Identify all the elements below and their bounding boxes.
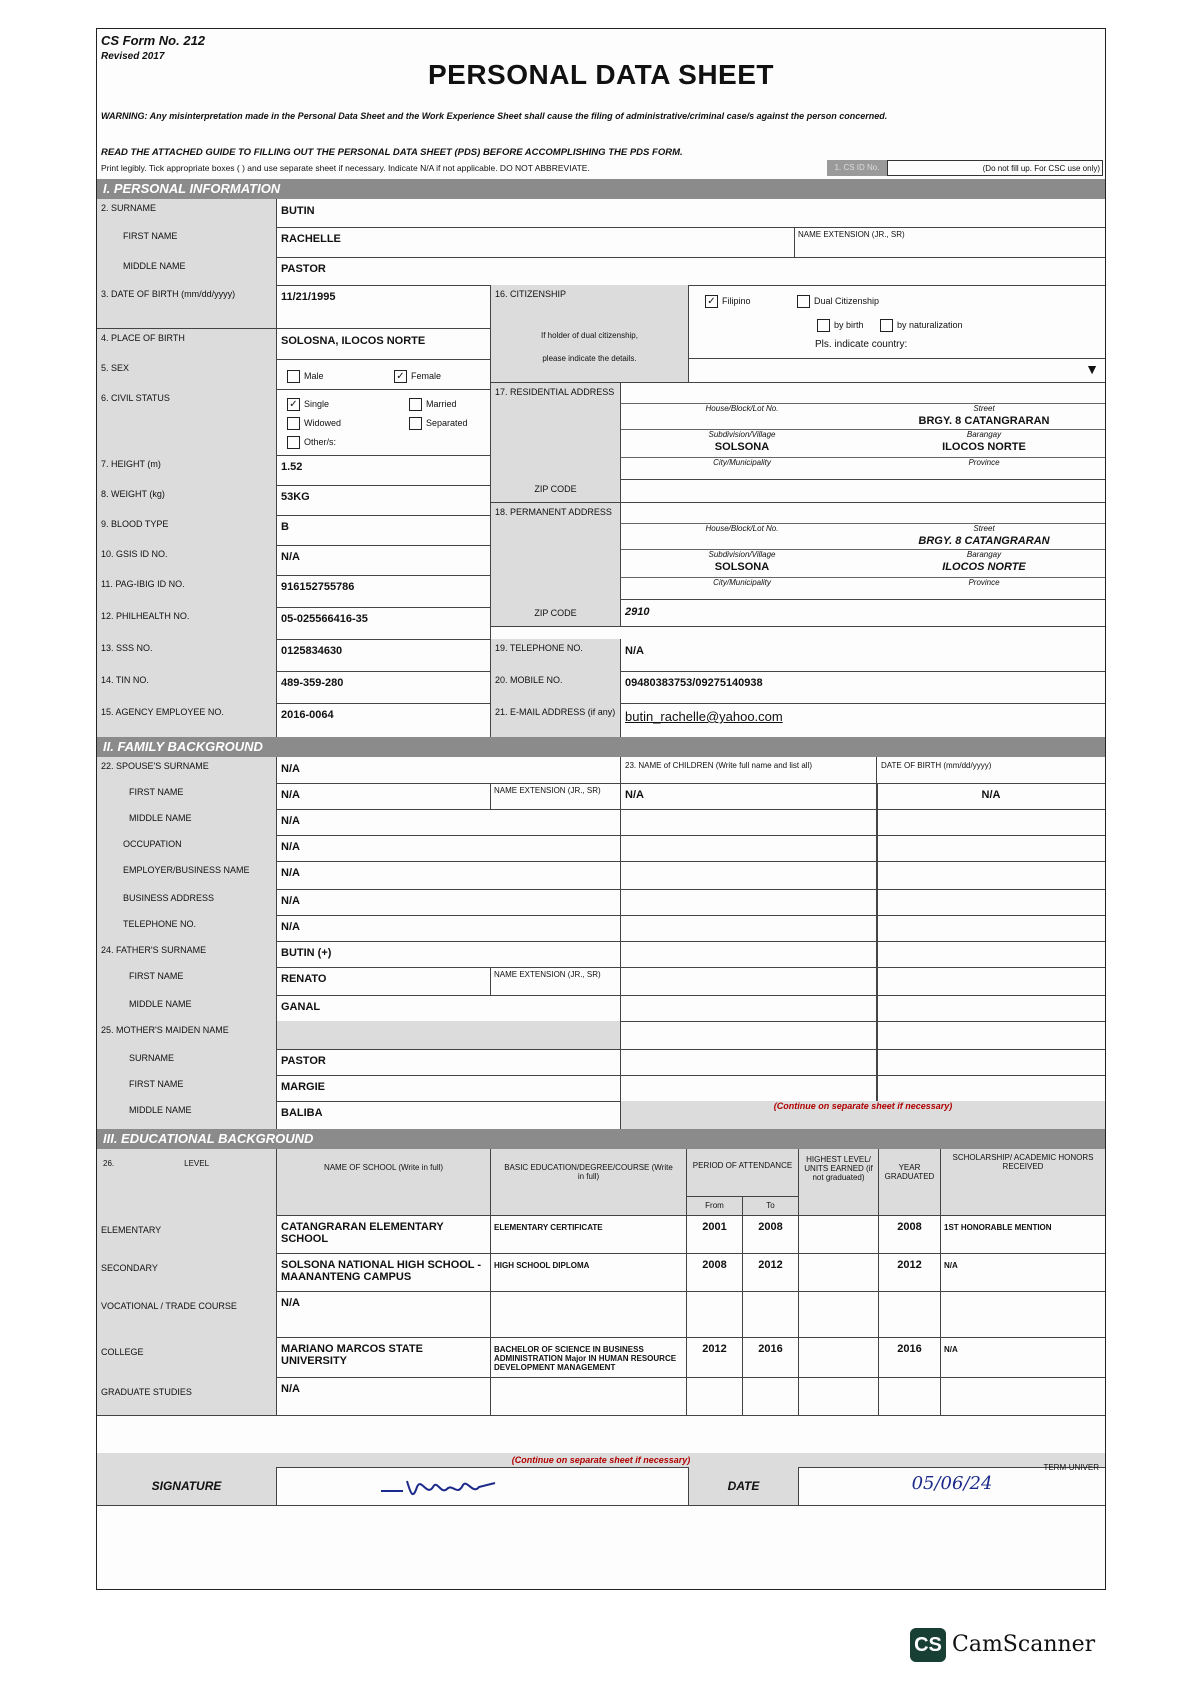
edu-course-cell[interactable]: BACHELOR OF SCIENCE IN BUSINESS ADMINISTRATION Major IN HUMAN RESOURCE DEVELOPMENT MANAGEMENT — [491, 1337, 687, 1377]
perm-barangay-value[interactable]: BRGY. 8 CATANGRARAN — [918, 535, 1050, 547]
res-street-sublabel: Street — [863, 403, 1105, 413]
child-row-9[interactable] — [621, 995, 877, 1021]
citizenship-block — [491, 285, 689, 383]
education-continue-note: (Continue on separate sheet if necessary) — [97, 1453, 1105, 1468]
child-row-6[interactable] — [621, 915, 877, 941]
agency-label: 15. AGENCY EMPLOYEE NO. — [97, 703, 277, 737]
child-name-field[interactable]: N/A — [621, 783, 877, 809]
read-guide-text: READ THE ATTACHED GUIDE TO FILLING OUT THE PERSONAL DATA SHEET (PDS) BEFORE ACCOMPLISHING THE PDS FORM. — [101, 147, 683, 158]
dual-holder-note: If holder of dual citizenship, — [541, 331, 638, 340]
child-row-4[interactable] — [621, 861, 877, 889]
father-middle-label: MIDDLE NAME — [97, 995, 277, 1021]
edu-year-cell[interactable] — [879, 1377, 941, 1415]
spouse-middle-label: MIDDLE NAME — [97, 809, 277, 835]
mother-middle-field[interactable]: BALIBA — [277, 1101, 621, 1129]
weight-label: 8. WEIGHT (kg) — [97, 485, 277, 515]
children-header: 23. NAME of CHILDREN (Write full name and list all) — [621, 757, 877, 783]
perm-street-sublabel: Street — [863, 523, 1105, 533]
perm-city-value[interactable]: SOLSONA — [714, 561, 770, 573]
sss-field[interactable]: 0125834630 — [277, 639, 491, 671]
personal-info-table — [97, 199, 1105, 759]
education-table — [97, 1149, 1105, 1539]
telephone-label: 19. TELEPHONE NO. — [491, 639, 621, 671]
print-note: Print legibly. Tick appropriate boxes ( ) and use separate sheet if necessary. Indicate N/A if not applicable. DO NOT ABBREVIATE. — [101, 163, 590, 173]
mother-middle-label: MIDDLE NAME — [97, 1101, 277, 1129]
father-surname-field[interactable]: BUTIN (+) — [277, 941, 621, 967]
res-barangay-value[interactable]: BRGY. 8 CATANGRARAN — [918, 415, 1050, 427]
father-first-field[interactable]: RENATO — [277, 967, 491, 995]
edu-from-cell[interactable]: 2012 — [687, 1337, 743, 1377]
dual-citizenship-checkbox[interactable] — [797, 295, 810, 308]
child-row-10[interactable] — [621, 1021, 877, 1049]
gsis-field[interactable]: N/A — [277, 545, 491, 575]
blood-type-field[interactable]: B — [277, 515, 491, 545]
edu-from-cell[interactable] — [687, 1377, 743, 1415]
mother-first-label: FIRST NAME — [97, 1075, 277, 1101]
edu-honors-cell[interactable] — [941, 1377, 1105, 1415]
edu-from-cell[interactable] — [687, 1291, 743, 1337]
spouse-surname-label: 22. SPOUSE'S SURNAME — [97, 757, 277, 783]
female-checkbox[interactable]: ✓ — [394, 370, 407, 383]
edu-school-cell[interactable]: CATANGRARAN ELEMENTARY SCHOOL — [277, 1215, 491, 1253]
edu-to-cell[interactable] — [743, 1291, 799, 1337]
mobile-field[interactable]: 09480383753/09275140938 — [625, 677, 763, 689]
dual-citizenship-label: Dual Citizenship — [813, 296, 879, 306]
child-dob-field[interactable]: N/A — [981, 789, 1001, 801]
by-naturalization-checkbox[interactable] — [880, 319, 893, 332]
res-city-sublabel: City/Municipality — [621, 457, 863, 467]
business-telephone-label: TELEPHONE NO. — [97, 915, 277, 941]
edu-honors-header: SCHOLARSHIP/ ACADEMIC HONORS RECEIVED — [952, 1153, 1094, 1171]
edu-from-header: From — [687, 1197, 743, 1215]
surname-field[interactable]: BUTIN — [281, 205, 315, 217]
spouse-first-field[interactable]: N/A — [277, 783, 491, 809]
res-subdiv-sublabel: Subdivision/Village — [621, 429, 863, 439]
child-row-3[interactable] — [621, 835, 877, 861]
pob-field[interactable]: SOLOSNA, ILOCOS NORTE — [277, 329, 491, 359]
sex-label: 5. SEX — [97, 359, 277, 389]
other-label: Other/s: — [304, 437, 337, 447]
family-continue-note: (Continue on separate sheet if necessary) — [621, 1101, 1105, 1129]
perm-zip-label: ZIP CODE — [534, 608, 577, 618]
by-birth-label: by birth — [834, 320, 864, 330]
mother-first-field[interactable]: MARGIE — [277, 1075, 621, 1101]
separated-checkbox[interactable] — [409, 417, 422, 430]
section-family-background: II. FAMILY BACKGROUND — [97, 737, 1105, 757]
by-birth-checkbox[interactable] — [817, 319, 830, 332]
child-dob-header: DATE OF BIRTH (mm/dd/yyyy) — [881, 761, 992, 770]
father-middle-field[interactable]: GANAL — [277, 995, 621, 1021]
edu-level-cell: COLLEGE — [97, 1337, 277, 1377]
widowed-label: Widowed — [304, 418, 342, 428]
filipino-checkbox[interactable]: ✓ — [705, 295, 718, 308]
education-row — [97, 1337, 1105, 1378]
filipino-label: Filipino — [722, 296, 751, 306]
edu-course-header: BASIC EDUCATION/DEGREE/COURSE (Write in full) — [491, 1149, 687, 1215]
dual-details-note: please indicate the details. — [542, 354, 637, 363]
child-row-12[interactable] — [621, 1075, 877, 1101]
education-row — [97, 1291, 1105, 1338]
weight-field[interactable]: 53KG — [277, 485, 491, 515]
res-house-sublabel: House/Block/Lot No. — [621, 403, 863, 413]
signature-scribble — [377, 1469, 517, 1505]
height-label: 7. HEIGHT (m) — [97, 455, 277, 485]
mother-maiden-spacer — [277, 1021, 621, 1049]
form-revision: Revised 2017 — [101, 51, 165, 62]
occupation-label: OCCUPATION — [97, 835, 277, 861]
edu-to-cell[interactable]: 2008 — [743, 1215, 799, 1253]
res-province-value[interactable]: ILOCOS NORTE — [942, 441, 1026, 453]
edu-num-header: 26. — [103, 1159, 115, 1168]
signature-field[interactable] — [277, 1467, 689, 1505]
citizenship-options — [689, 285, 1105, 359]
edu-school-cell[interactable]: N/A — [277, 1291, 491, 1337]
perm-prov-sublabel: Province — [863, 577, 1105, 587]
telephone-field[interactable]: N/A — [625, 645, 644, 657]
education-row — [97, 1215, 1105, 1254]
edu-level-cell: VOCATIONAL / TRADE COURSE — [97, 1291, 277, 1337]
edu-units-cell[interactable] — [799, 1215, 879, 1253]
edu-units-cell[interactable] — [799, 1377, 879, 1415]
country-select[interactable] — [689, 359, 1105, 383]
middle-name-label: MIDDLE NAME — [97, 257, 277, 285]
spouse-ext-field[interactable]: NAME EXTENSION (JR., SR) — [491, 783, 621, 809]
spouse-first-label: FIRST NAME — [97, 783, 277, 809]
edu-from-cell[interactable]: 2008 — [687, 1253, 743, 1291]
education-row — [97, 1253, 1105, 1292]
agency-field[interactable]: 2016-0064 — [277, 703, 491, 737]
edu-period-header: PERIOD OF ATTENDANCE From To — [687, 1149, 799, 1215]
edu-honors-cell[interactable]: 1ST HONORABLE MENTION — [944, 1223, 1052, 1232]
mobile-label: 20. MOBILE NO. — [491, 671, 621, 703]
dob-label: 3. DATE OF BIRTH (mm/dd/yyyy) — [97, 285, 277, 329]
employer-field[interactable]: N/A — [277, 861, 621, 889]
edu-year-header: YEAR GRADUATED — [879, 1149, 941, 1215]
child-row-2[interactable] — [621, 809, 877, 835]
page-code: TERM-UNIVER — [1043, 1463, 1099, 1472]
res-prov-sublabel: Province — [863, 457, 1105, 467]
edu-units-header: HIGHEST LEVEL/ UNITS EARNED (if not graduated) — [799, 1149, 879, 1215]
edu-honors-cell[interactable]: N/A — [944, 1261, 958, 1270]
philhealth-label: 12. PHILHEALTH NO. — [97, 607, 277, 639]
edu-to-cell[interactable]: 2016 — [743, 1337, 799, 1377]
country-prompt: Pls. indicate country: — [815, 339, 908, 350]
camscanner-logo-icon: CS — [910, 1628, 946, 1662]
spouse-surname-field[interactable]: N/A — [277, 757, 621, 783]
father-surname-label: 24. FATHER'S SURNAME — [97, 941, 277, 967]
signature-label: SIGNATURE — [97, 1467, 277, 1505]
section-educational-background: III. EDUCATIONAL BACKGROUND — [97, 1129, 1105, 1149]
edu-from-cell[interactable]: 2001 — [687, 1215, 743, 1253]
single-checkbox[interactable]: ✓ — [287, 398, 300, 411]
edu-school-header: NAME OF SCHOOL (Write in full) — [277, 1149, 491, 1215]
perm-brgy-sublabel: Barangay — [863, 549, 1105, 559]
education-header-row — [97, 1149, 1105, 1216]
civil-status-options — [277, 389, 491, 455]
philhealth-field[interactable]: 05-025566416-35 — [277, 607, 491, 639]
child-dob-column — [877, 783, 1106, 1101]
married-checkbox[interactable] — [409, 398, 422, 411]
csc-id-label: 1. CS ID No. — [827, 160, 887, 176]
blood-type-label: 9. BLOOD TYPE — [97, 515, 277, 545]
family-table — [97, 757, 1105, 1139]
male-label: Male — [304, 371, 324, 381]
dob-field[interactable]: 11/21/1995 — [277, 285, 491, 329]
mother-maiden-label: 25. MOTHER'S MAIDEN NAME — [97, 1021, 277, 1049]
education-row — [97, 1377, 1105, 1416]
surname-label: 2. SURNAME — [97, 199, 277, 227]
first-name-label: FIRST NAME — [97, 227, 277, 257]
edu-year-cell[interactable]: 2012 — [879, 1253, 941, 1291]
camscanner-brand: CamScanner — [952, 1632, 1096, 1657]
residential-address-label: 17. RESIDENTIAL ADDRESS ZIP CODE — [491, 383, 621, 503]
edu-units-cell[interactable] — [799, 1253, 879, 1291]
edu-to-header: To — [766, 1201, 775, 1210]
tin-label: 14. TIN NO. — [97, 671, 277, 703]
edu-school-cell[interactable]: N/A — [277, 1377, 491, 1415]
perm-province-value[interactable]: ILOCOS NORTE — [942, 561, 1026, 573]
child-row-11[interactable] — [621, 1049, 877, 1075]
sex-options — [277, 359, 491, 389]
residential-address-fields — [621, 383, 1105, 479]
edu-school-cell[interactable]: MARIANO MARCOS STATE UNIVERSITY — [277, 1337, 491, 1377]
single-label: Single — [304, 399, 330, 409]
employer-label: EMPLOYER/BUSINESS NAME — [97, 861, 277, 889]
edu-year-cell[interactable] — [879, 1291, 941, 1337]
res-zip-field[interactable] — [621, 479, 1105, 503]
date-label: DATE — [689, 1467, 799, 1505]
edu-year-cell[interactable]: 2008 — [879, 1215, 941, 1253]
gsis-label: 10. GSIS ID NO. — [97, 545, 277, 575]
warning-text: WARNING: Any misinterpretation made in the Personal Data Sheet and the Work Experience Sheet shall cause the filing of administrative/criminal case/s against the person concerned. — [101, 111, 888, 121]
edu-level-header: LEVEL — [184, 1159, 210, 1168]
camscanner-watermark — [910, 1628, 1095, 1662]
res-city-value[interactable]: SOLSONA — [714, 441, 770, 453]
edu-to-cell[interactable]: 2012 — [743, 1253, 799, 1291]
child-row-7[interactable] — [621, 941, 877, 967]
edu-course-cell[interactable] — [491, 1291, 687, 1337]
edu-units-cell[interactable] — [799, 1291, 879, 1337]
edu-level-cell: GRADUATE STUDIES — [97, 1377, 277, 1415]
separated-label: Separated — [426, 418, 468, 428]
res-zip-label: ZIP CODE — [534, 484, 577, 494]
business-address-label: BUSINESS ADDRESS — [97, 889, 277, 915]
signature-row — [97, 1467, 1105, 1506]
edu-level-cell: ELEMENTARY — [97, 1215, 277, 1253]
perm-zip-field[interactable]: 2910 — [621, 599, 1105, 627]
tin-field[interactable]: 489-359-280 — [277, 671, 491, 703]
pagibig-label: 11. PAG-IBIG ID NO. — [97, 575, 277, 607]
edu-to-cell[interactable] — [743, 1377, 799, 1415]
csc-use-note: (Do not fill up. For CSC use only) — [887, 160, 1103, 176]
edu-honors-cell[interactable] — [941, 1291, 1105, 1337]
edu-school-cell[interactable]: SOLSONA NATIONAL HIGH SCHOOL - MAANANTENG CAMPUS — [277, 1253, 491, 1291]
child-row-8[interactable] — [621, 967, 877, 995]
edu-honors-cell[interactable]: N/A — [944, 1345, 958, 1354]
email-label: 21. E-MAIL ADDRESS (if any) — [491, 703, 621, 737]
sss-label: 13. SSS NO. — [97, 639, 277, 671]
child-row-5[interactable] — [621, 889, 877, 915]
female-label: Female — [410, 371, 441, 381]
height-field[interactable]: 1.52 — [277, 455, 491, 485]
mother-surname-label: SURNAME — [97, 1049, 277, 1075]
edu-year-cell[interactable]: 2016 — [879, 1337, 941, 1377]
pob-label: 4. PLACE OF BIRTH — [97, 329, 277, 359]
edu-course-cell[interactable]: HIGH SCHOOL DIPLOMA — [491, 1253, 687, 1291]
email-field[interactable]: butin_rachelle@yahoo.com — [625, 709, 783, 724]
married-label: Married — [426, 399, 457, 409]
form-number: CS Form No. 212 — [101, 33, 206, 48]
father-ext-field[interactable]: NAME EXTENSION (JR., SR) — [491, 967, 621, 995]
occupation-field[interactable]: N/A — [277, 835, 621, 861]
father-first-label: FIRST NAME — [97, 967, 277, 995]
pagibig-field[interactable]: 916152755786 — [277, 575, 491, 607]
name-extension-field[interactable]: NAME EXTENSION (JR., SR) — [798, 230, 905, 239]
other-checkbox[interactable] — [287, 436, 300, 449]
business-address-field[interactable]: N/A — [277, 889, 621, 915]
edu-level-cell: SECONDARY — [97, 1253, 277, 1291]
widowed-checkbox[interactable] — [287, 417, 300, 430]
edu-course-cell[interactable] — [491, 1377, 687, 1415]
section-personal-information: I. PERSONAL INFORMATION — [97, 179, 1105, 199]
edu-course-cell[interactable]: ELEMENTARY CERTIFICATE — [491, 1215, 687, 1253]
perm-city-sublabel: City/Municipality — [621, 577, 863, 587]
spouse-middle-field[interactable]: N/A — [277, 809, 621, 835]
first-name-field[interactable]: RACHELLE — [277, 227, 795, 257]
date-field[interactable]: 05/06/24 — [911, 1473, 993, 1494]
civil-status-label: 6. CIVIL STATUS — [97, 389, 277, 455]
permanent-address-fields — [621, 503, 1105, 599]
pds-sheet — [96, 28, 1106, 1590]
citizenship-label: 16. CITIZENSHIP — [495, 289, 567, 299]
business-telephone-field[interactable]: N/A — [277, 915, 621, 941]
page-title: PERSONAL DATA SHEET — [427, 59, 775, 90]
middle-name-field[interactable]: PASTOR — [281, 263, 326, 275]
male-checkbox[interactable] — [287, 370, 300, 383]
permanent-address-label: 18. PERMANENT ADDRESS ZIP CODE — [491, 503, 621, 627]
dropdown-arrow-icon[interactable]: ▼ — [1085, 361, 1099, 377]
perm-subdiv-sublabel: Subdivision/Village — [621, 549, 863, 559]
mother-surname-field[interactable]: PASTOR — [277, 1049, 621, 1075]
res-brgy-sublabel: Barangay — [863, 429, 1105, 439]
edu-units-cell[interactable] — [799, 1337, 879, 1377]
by-naturalization-label: by naturalization — [896, 320, 963, 330]
perm-house-sublabel: House/Block/Lot No. — [621, 523, 863, 533]
